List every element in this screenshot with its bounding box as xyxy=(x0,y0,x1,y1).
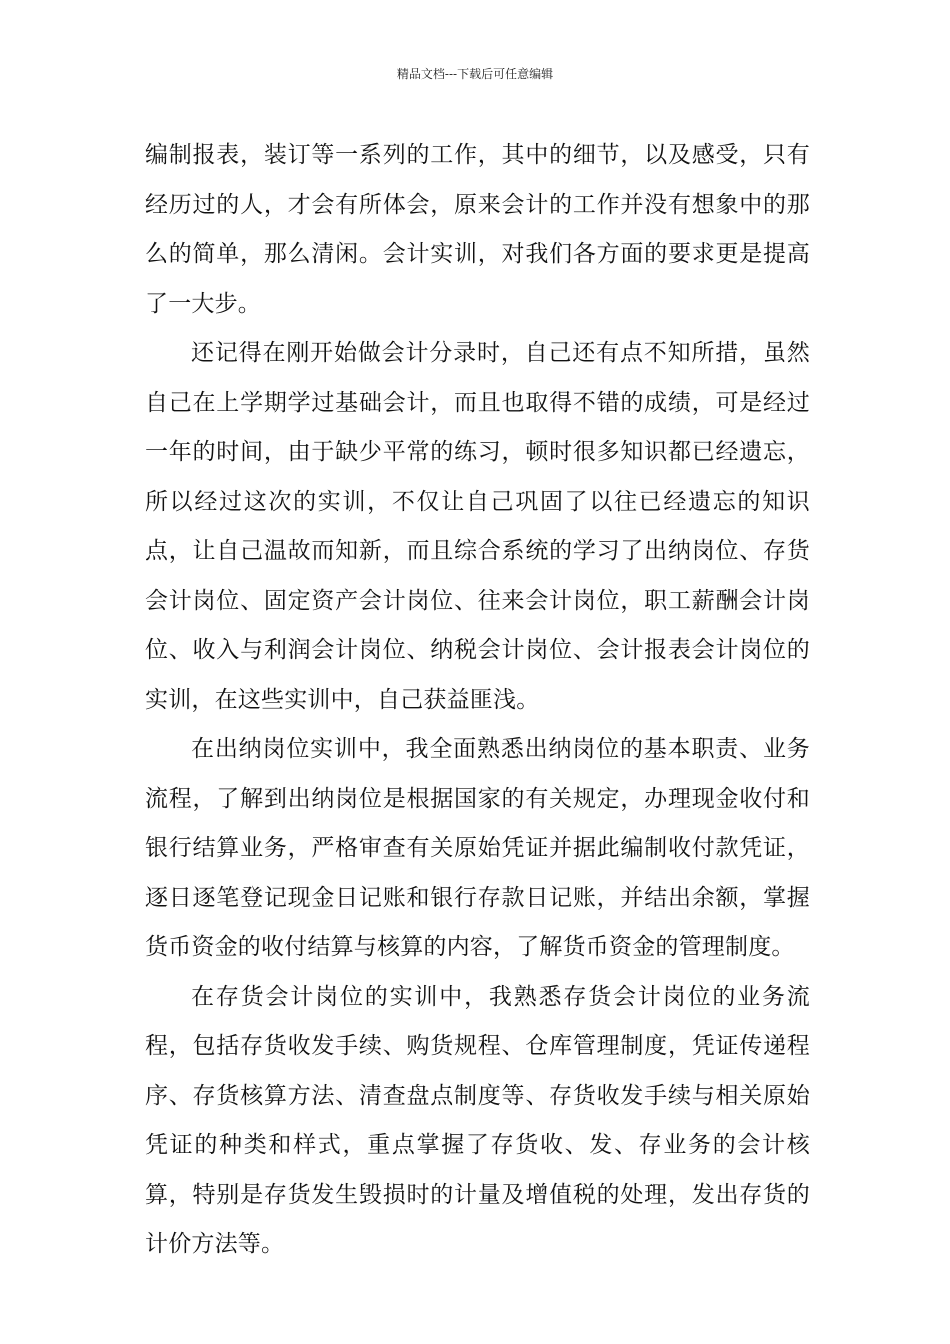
paragraph-4: 在存货会计岗位的实训中，我熟悉存货会计岗位的业务流程，包括存货收发手续、购货规程、仓库管理制度，凭证传递程序、存货核算方法、清查盘点制度等、存货收发手续与相关原始凭证的种类和样式，重点掌握了存货收、发、存业务的会计核算，特别是存货发生毁损时的计量及增值税的处理，发出存货的计价方法等。 xyxy=(145,983,810,1257)
paragraph-2: 还记得在刚开始做会计分录时，自己还有点不知所措，虽然自己在上学期学过基础会计，而且也取得不错的成绩，可是经过一年的时间，由于缺少平常的练习，顿时很多知识都已经遗忘，所以经过这次的实训，不仅让自己巩固了以往已经遗忘的知识点，让自己温故而知新，而且综合系统的学习了出纳岗位、存货会计岗位、固定资产会计岗位、往来会计岗位，职工薪酬会计岗位、收入与利润会计岗位、纳税会计岗位、会计报表会计岗位的实训，在这些实训中，自己获益匪浅。 xyxy=(145,340,810,713)
page-header: 精品文档---下载后可任意编辑 xyxy=(396,67,554,81)
paragraph-1: 编制报表，装订等一系列的工作，其中的细节，以及感受，只有经历过的人，才会有所体会，原来会计的工作并没有想象中的那么的简单，那么清闲。会计实训，对我们各方面的要求更是提高了一大步。 xyxy=(145,142,810,317)
paragraph-3: 在出纳岗位实训中，我全面熟悉出纳岗位的基本职责、业务流程，了解到出纳岗位是根据国家的有关规定，办理现金收付和银行结算业务，严格审查有关原始凭证并据此编制收付款凭证，逐日逐笔登记现金日记账和银行存款日记账，并结出余额，掌握货币资金的收付结算与核算的内容，了解货币资金的管理制度。 xyxy=(145,736,810,960)
document-body xyxy=(145,131,810,1270)
